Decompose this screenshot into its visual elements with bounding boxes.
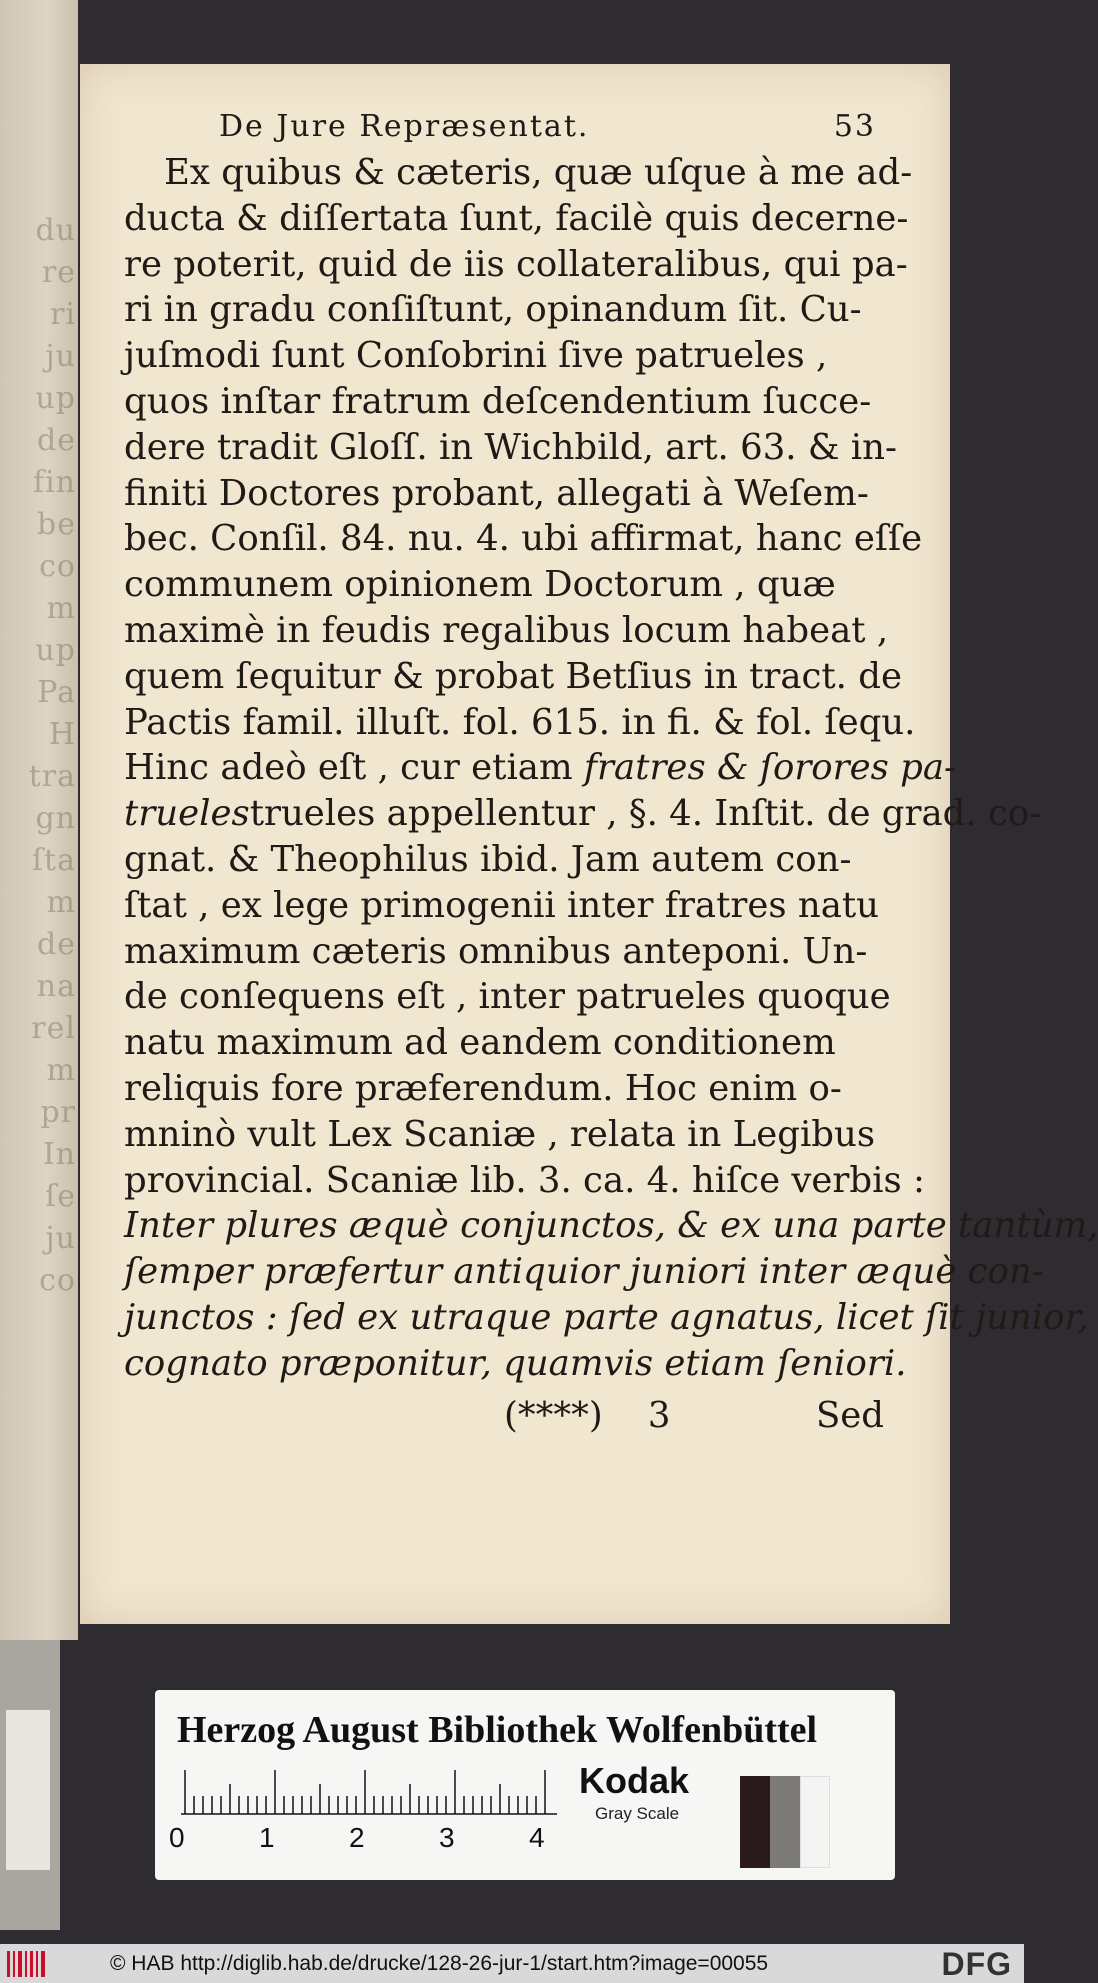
text-line: Pactis famil. illuſt. fol. 615. in fi. & fol. ſequ.	[124, 701, 916, 743]
book-page	[80, 64, 1098, 1624]
text-line: communem opinionem Doctorum , quæ	[124, 564, 836, 606]
text-segment: trueles appellentur , §. 4. Inſtit. de grad. co-	[249, 793, 1042, 835]
ruler-label: 3	[439, 1822, 455, 1853]
ruler-scale	[179, 1770, 559, 1816]
ruler-label: 4	[529, 1822, 545, 1853]
library-name: Herzog August Bibliothek Wolfenbüttel	[177, 1709, 818, 1751]
folio-number: 53	[833, 109, 876, 144]
signature-number: 3	[647, 1394, 671, 1436]
adjacent-page-edge	[0, 0, 78, 1640]
text-line: natu maximum ad eandem conditionem	[124, 1022, 836, 1064]
ruler-label: 2	[349, 1822, 365, 1853]
text-line: reliquis fore præferendum. Hoc enim o-	[124, 1067, 842, 1109]
italic-line: cognato præponitur, quamvis etiam ſeniori.	[124, 1342, 907, 1384]
kodak-logo-text: Kodak	[579, 1760, 690, 1801]
italic-segment: fratres & ſorores pa-	[583, 747, 957, 789]
page-text	[124, 104, 1098, 1438]
text-line: quem ſequitur & probat Betſius in tract. de	[124, 655, 902, 697]
text-line-mixed	[124, 745, 957, 791]
text-line: gnat. & Theophilus ibid. Jam autem con-	[124, 838, 852, 880]
text-segment: Hinc adeò eſt , cur etiam	[124, 747, 573, 789]
bleed-through-text: du re ri ju up de fin be co m up Pa H tra gn ſta m de na rel m pr In ſe ju co	[28, 213, 76, 1298]
text-line: maximum cæteris omnibus anteponi. Un-	[124, 930, 868, 972]
text-line: bec. Conſil. 84. nu. 4. ubi affirmat, hanc eſſe	[124, 518, 923, 560]
italic-segment: trueles	[124, 793, 250, 835]
text-line: quos inſtar fratrum deſcendentium ſucce-	[124, 380, 872, 422]
copyright-url[interactable]: © HAB http://diglib.hab.de/drucke/128-26-jur-1/start.htm?image=00055	[110, 1951, 769, 1975]
page-header	[124, 104, 884, 150]
swatch-white	[800, 1776, 830, 1868]
running-head: De Jure Repræsentat.	[219, 109, 590, 144]
footer-bar	[0, 1944, 1024, 1983]
text-line: ducta & diſſertata ſunt, facilè quis decerne-	[124, 197, 909, 239]
swatch-gray	[770, 1776, 800, 1868]
page-footer-marks	[124, 1393, 884, 1439]
text-line: maximè in feudis regalibus locum habeat ,	[124, 609, 889, 651]
swatch-black	[740, 1776, 770, 1868]
italic-line: junctos : ſed ex utraque parte agnatus, licet ſit junior,	[124, 1296, 1089, 1338]
text-line: juſmodi ſunt Conſobrini ſive patrueles ,	[124, 335, 828, 377]
barcode-icon	[6, 1949, 48, 1979]
text-line: Ex quibus & cæteris, quæ uſque à me ad-	[164, 152, 913, 193]
ruler-label: 0	[169, 1822, 185, 1853]
gray-scale-label: Gray Scale	[595, 1804, 680, 1823]
italic-line: ſemper præfertur antiquior juniori inter æquè con-	[124, 1251, 1044, 1293]
color-calibration-card	[155, 1690, 895, 1880]
scanner-bed	[0, 1640, 60, 1930]
signature-asterisks: (****)	[504, 1394, 603, 1436]
text-line: ri in gradu conſiſtunt, opinandum ſit. Cu-	[124, 289, 862, 331]
text-line: dere tradit Gloſſ. in Wichbild, art. 63. & in-	[124, 426, 897, 468]
signature-mark	[504, 1393, 670, 1439]
italic-line: Inter plures æquè conjunctos, & ex una parte tantùm,	[124, 1205, 1098, 1247]
text-line: mninò vult Lex Scaniæ , relata in Legibus	[124, 1113, 876, 1155]
tag-strip	[6, 1710, 50, 1870]
text-line-mixed	[124, 791, 1042, 837]
catchword: Sed	[815, 1394, 884, 1436]
text-line: de conſequens eſt , inter patrueles quoque	[124, 976, 891, 1018]
text-line: provincial. Scaniæ lib. 3. ca. 4. hiſce verbis :	[124, 1159, 925, 1201]
dfg-logo: DFG	[941, 1946, 1012, 1982]
ruler-label: 1	[259, 1822, 275, 1853]
text-line: re poterit, quid de iis collateralibus, qui pa-	[124, 243, 908, 285]
text-line: ſtat , ex lege primogenii inter fratres natu	[124, 884, 879, 926]
text-line: finiti Doctores probant, allegati à Weſem-	[124, 472, 869, 514]
